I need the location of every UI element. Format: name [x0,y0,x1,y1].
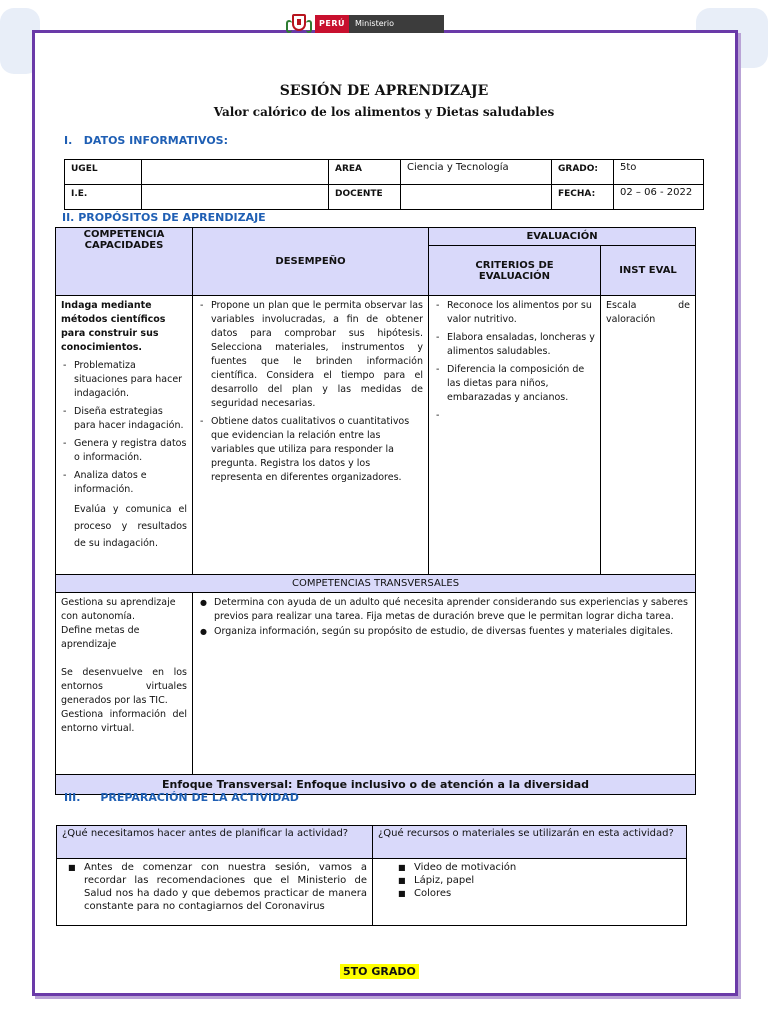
transversal-left-3: Se desenvuelve en los entornos virtuales generados por las TIC. [61,667,187,706]
section-heading-preparacion [64,791,299,804]
evaluacion-header: EVALUACIÓN [429,228,696,246]
competencia-label: COMPETENCIA [83,229,165,240]
ie-label: I.E. [65,185,142,210]
desempenos-list [198,299,423,485]
list-item: - Analiza datos e información. [61,469,187,497]
section-title: DATOS INFORMATIVOS: [83,134,229,147]
section-heading-datos [64,134,228,147]
capacidad-final: Evalúa y comunica el proceso y resultados de su indagación. [74,504,187,549]
criterios-header [429,246,601,296]
transversal-left-cell [56,593,193,775]
section-heading-propositos: II. PROPÓSITOS DE APRENDIZAJE [62,211,266,224]
list-item: - Reconoce los alimentos por su valor nutritivo. [434,299,595,327]
section-number: III. [64,791,81,804]
transversal-list [198,596,690,639]
competencia-header [56,228,193,296]
criterios-label-1: CRITERIOS DE [475,259,554,271]
list-item: - Elabora ensaladas, loncheras y alimentos saludables. [434,331,595,359]
prep-question-1: ¿Qué necesitamos hacer antes de planificar la actividad? [57,826,373,859]
list-item: ■ Lápiz, papel [392,874,681,887]
instrumento-value: Escala de valoración [606,300,691,325]
preparacion-table [56,825,687,926]
grade-badge: 5TO GRADO [340,964,419,979]
grado-value: 5to [614,160,704,185]
docente-value [401,185,552,210]
competencia-title: Indaga mediante métodos científicos para construir sus conocimientos. [61,300,166,353]
competencia-cell [56,296,193,575]
logo-country-label: PERÚ [315,15,349,33]
list-item: - Obtiene datos cualitativos o cuantitativos que evidencian la relación entre las variables que utiliza para responder la pregunta. Registra los datos y los representa en diferentes organizadores. [198,415,423,485]
grado-label: GRADO: [552,160,614,185]
document-subtitle: Valor calórico de los alimentos y Dietas saludables [213,105,555,119]
propositos-table [55,227,696,795]
transversal-left-2: Define metas de aprendizaje [61,625,140,650]
area-label: AREA [329,160,401,185]
ministry-logo [286,10,446,38]
transversal-left-1: Gestiona su aprendizaje con autonomía. [61,597,176,622]
capacidades-list [61,359,187,497]
materiales-list [392,861,681,900]
ie-value [142,185,329,210]
criterios-label-2: EVALUACIÓN [478,270,551,282]
prep-answer-2-cell [373,859,687,926]
list-item: - Diferencia la composición de las dietas para niños, embarazadas y ancianos. [434,363,595,405]
transversal-left-4: Gestiona información del entorno virtual. [61,709,187,734]
datos-table [64,159,704,210]
list-item: - Diseña estrategias para hacer indagación. [61,405,187,433]
desempeno-cell [193,296,429,575]
ugel-value [142,160,329,185]
transversal-right-cell [193,593,696,775]
ugel-label: UGEL [65,160,142,185]
list-item: ■ Video de motivación [392,861,681,874]
list-item: - Genera y registra datos o información. [61,437,187,465]
criterios-cell [429,296,601,575]
fecha-value: 02 – 06 - 2022 [614,185,704,210]
prep-question-2: ¿Qué recursos o materiales se utilizarán en esta actividad? [373,826,687,859]
list-item: - Problematiza situaciones para hacer indagación. [61,359,187,401]
list-item: ● Determina con ayuda de un adulto qué necesita aprender considerando sus experiencias y saberes previos para realizar una tarea. Fija metas de duración breve que le permitan lograr dicha tarea. [198,596,690,624]
desempeno-header: DESEMPEÑO [193,228,429,296]
section-title: PREPARACIÓN DE LA ACTIVIDAD [100,791,299,804]
capacidades-label: CAPACIDADES [84,240,164,251]
area-value: Ciencia y Tecnología [401,160,552,185]
instrumento-cell [601,296,696,575]
section-number: I. [64,134,73,147]
logo-ministry-label: Ministerio [349,15,444,33]
inst-eval-header: INST EVAL [601,246,696,296]
enfoque-row: Enfoque Transversal: Enfoque inclusivo o de atención a la diversidad [56,775,696,795]
prep-actions-list [62,861,367,913]
transversales-header: COMPETENCIAS TRANSVERSALES [56,575,696,593]
docente-label: DOCENTE [329,185,401,210]
list-item: ● Organiza información, según su propósito de estudio, de diversas fuentes y materiales digitales. [198,625,690,639]
criterios-list [434,299,595,405]
fecha-label: FECHA: [552,185,614,210]
list-item: ■ Colores [392,887,681,900]
document-title: SESIÓN DE APRENDIZAJE [279,83,489,99]
prep-answer-1-cell [57,859,373,926]
list-item: ■ Antes de comenzar con nuestra sesión, vamos a recordar las recomendaciones que el Ministerio de Salud nos ha dado y que debemos practicar de manera constante para no contagiarnos del Coronavirus [62,861,367,913]
coat-of-arms-icon [286,12,312,36]
list-item: - Propone un plan que le permita observar las variables involucradas, a fin de obtener datos para comprobar sus hipótesis. Selecciona materiales, instrumentos y fuentes que le brinden información científica. Considera el tiempo para el desarrollo del plan y las medidas de seguridad necesarias. [198,299,423,411]
